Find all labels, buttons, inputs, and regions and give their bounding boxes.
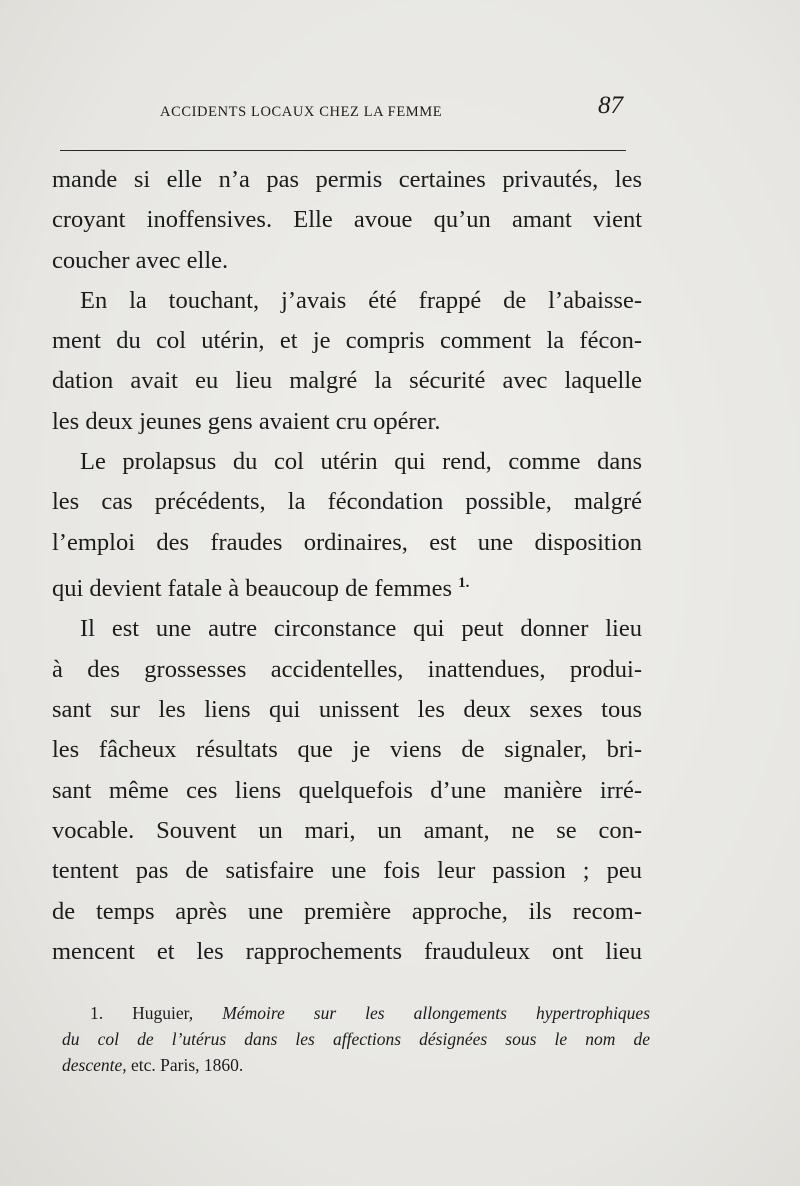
text-line: les deux jeunes gens avaient cru opérer. xyxy=(52,407,441,435)
footnote-publication: etc. Paris, 1860. xyxy=(131,1055,244,1075)
text-line: à des grossesses accidentelles, inattendues, produi- xyxy=(52,655,642,683)
text-line: les cas précédents, la fécondation possible, malgré xyxy=(52,488,642,516)
text-line: sant sur les liens qui unissent les deux sexes tous xyxy=(52,696,642,724)
footnote-line: du col de l’utérus dans les affections désignées sous le nom de xyxy=(62,1029,650,1049)
footnote-title-end: descente, xyxy=(62,1055,127,1075)
footnote-line xyxy=(62,1000,650,1026)
text-line: de temps après une première approche, ils recom- xyxy=(52,897,642,925)
text-line: mencent et les rapprochements frauduleux ont lieu xyxy=(52,937,642,965)
text-line: ment du col utérin, et je compris comment la fécon- xyxy=(52,327,642,355)
text-line: croyant inoffensives. Elle avoue qu’un amant vient xyxy=(52,206,642,234)
footnote-author: Huguier, xyxy=(132,1003,194,1023)
text-line: qui devient fatale à beaucoup de femmes xyxy=(52,575,452,603)
text-line-with-footnote xyxy=(52,563,642,609)
text-line: dation avait eu lieu malgré la sécurité avec laquelle xyxy=(52,367,642,395)
footnote-title: Mémoire sur les allongements hypertrophiques xyxy=(222,1003,651,1023)
text-line: mande si elle n’a pas permis certaines privautés, les xyxy=(52,166,642,193)
body-text xyxy=(52,160,642,972)
text-line: coucher avec elle. xyxy=(52,246,229,274)
text-line: l’emploi des fraudes ordinaires, est une disposition xyxy=(52,528,642,556)
text-line: sant même ces liens quelquefois d’une manière irré- xyxy=(52,776,642,804)
text-line: Il est une autre circonstance qui peut donner lieu xyxy=(80,615,642,643)
text-line: les fâcheux résultats que je viens de signaler, bri- xyxy=(52,736,642,764)
header-rule xyxy=(60,150,626,151)
footnote-number: 1. xyxy=(90,1003,104,1023)
footnote-marker: 1. xyxy=(458,574,470,591)
page-number: 87 xyxy=(598,92,623,119)
text-line: vocable. Souvent un mari, un amant, ne se con- xyxy=(52,816,642,844)
text-line: Le prolapsus du col utérin qui rend, comme dans xyxy=(80,448,642,476)
footnote xyxy=(62,1000,650,1078)
running-head: ACCIDENTS LOCAUX CHEZ LA FEMME xyxy=(160,104,443,120)
text-line: tentent pas de satisfaire une fois leur passion ; peu xyxy=(52,857,642,885)
footnote-line xyxy=(62,1052,650,1078)
text-line: En la touchant, j’avais été frappé de l’abaisse- xyxy=(80,286,642,314)
